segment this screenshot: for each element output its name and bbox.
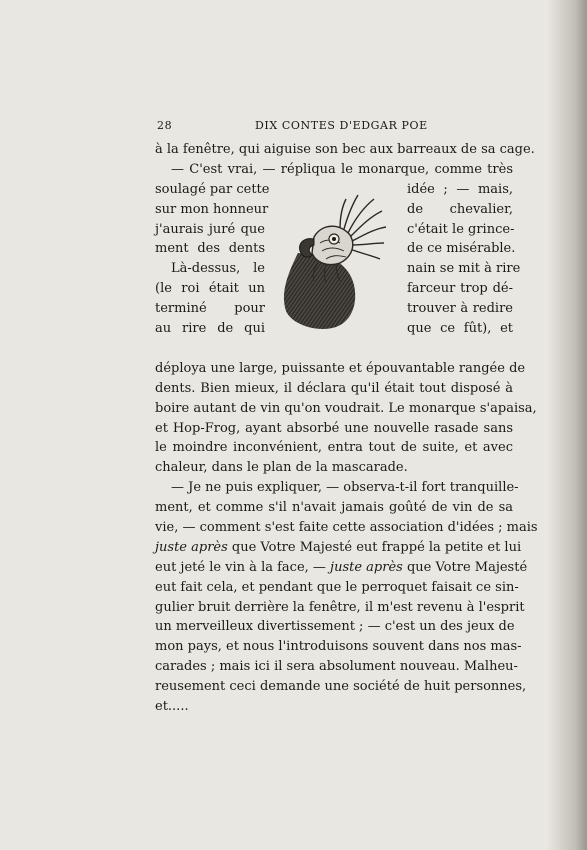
text-line: sur mon honneur — [155, 201, 269, 217]
text-line — [155, 538, 522, 558]
text-line: que ce fût), et — [407, 321, 513, 337]
text-line: nain se mit à rire — [407, 261, 521, 277]
text-line: déploya une large, puissante et épouvantable rangée de — [155, 360, 526, 376]
text-line: boire autant de vin qu'on voudrait. Le monarque s'apaisa, — [155, 400, 537, 416]
text-line: chaleur, dans le plan de la mascarade. — [155, 460, 408, 476]
text-line: farceur trop dé- — [407, 281, 513, 297]
text-line: trouver à redire — [407, 301, 513, 317]
page-edge-shadow — [547, 0, 587, 850]
text-line: — C'est vrai, — répliqua le monarque, comme très — [171, 161, 513, 177]
text-line: et..... — [155, 699, 189, 715]
text-span: eut jeté le vin à la face, — — [155, 559, 331, 575]
text-line: à la fenêtre, qui aiguise son bec aux barreaux de sa cage. — [155, 142, 535, 157]
text-span: que Votre Majesté — [402, 559, 528, 575]
text-line: soulagé par cette — [155, 181, 270, 197]
text-line: de ce misérable. — [407, 241, 516, 257]
text-line: mon pays, et nous l'introduisons souvent dans nos mas- — [155, 639, 522, 655]
text-line: dents. Bien mieux, il déclara qu'il était tout disposé à — [155, 380, 513, 396]
text-line: carades ; mais ici il sera absolument nouveau. Malheu- — [155, 659, 518, 675]
page-number: 28 — [157, 119, 173, 132]
text-line: ment, et comme s'il n'avait jamais goûté de vin de sa — [155, 500, 513, 516]
running-header — [157, 119, 511, 135]
parrot-vignette-icon — [278, 193, 390, 331]
text-line: j'aurais juré que — [155, 221, 265, 237]
text-line: vie, — comment s'est faite cette association d'idées ; mais — [155, 520, 538, 535]
text-line — [155, 558, 528, 578]
text-span: que Votre Majesté eut frappé la petite et lui — [227, 539, 522, 555]
text-line: ment des dents — [155, 241, 265, 257]
text-line: Là-dessus, le — [171, 261, 265, 277]
text-line: gulier bruit derrière la fenêtre, il m'est revenu à l'esprit — [155, 599, 525, 615]
text-line: terminé pour — [155, 301, 265, 317]
text-line: — Je ne puis expliquer, — observa-t-il fort tranquille- — [171, 480, 519, 496]
text-line: le moindre inconvénient, entra tout de suite, et avec — [155, 440, 513, 456]
text-line: (le roi était un — [155, 281, 265, 297]
text-line: un merveilleux divertissement ; — c'est un des jeux de — [155, 619, 515, 635]
running-title: DIX CONTES D'EDGAR POE — [255, 119, 428, 132]
text-line: eut fait cela, et pendant que le perroquet faisait ce sin- — [155, 579, 519, 595]
text-line: de chevalier, — [407, 201, 513, 217]
right-column — [407, 180, 521, 339]
text-line: c'était le grince- — [407, 221, 515, 237]
text-line: et Hop-Frog, ayant absorbé une nouvelle rasade sans — [155, 420, 513, 436]
italic-phrase: juste après — [330, 559, 403, 575]
text-line: au rire de qui — [155, 321, 265, 337]
text-line: idée ; — mais, — [407, 181, 513, 197]
left-column — [155, 180, 270, 339]
italic-phrase: juste après — [155, 539, 228, 555]
text-line: reusement ceci demande une société de huit personnes, — [155, 679, 527, 695]
